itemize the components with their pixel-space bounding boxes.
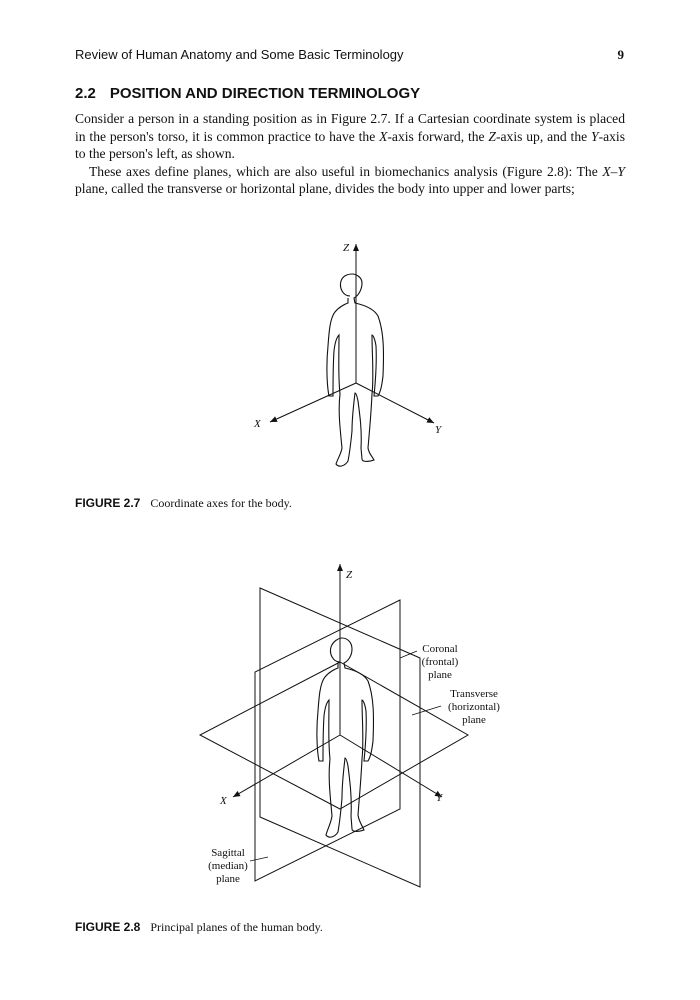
- p1-x: X: [379, 128, 388, 144]
- transverse-leader: [412, 706, 441, 715]
- z-axis-label-2: Z: [346, 569, 353, 581]
- p1-y: Y: [591, 128, 599, 144]
- figure-2-7-caption: [75, 496, 292, 511]
- z-axis-label: Z: [343, 242, 350, 254]
- figure-2-8-label: FIGURE 2.8: [75, 920, 141, 934]
- sagittal-label-1: Sagittal: [211, 847, 245, 859]
- coronal-label-2: (frontal): [421, 656, 459, 668]
- transverse-label-1: Transverse: [450, 688, 498, 700]
- y-axis-label: Y: [435, 424, 442, 436]
- x-axis-2: [233, 735, 340, 797]
- figure-2-7-drawing: [0, 236, 700, 476]
- body-silhouette: [327, 274, 384, 466]
- p1-text-c: -axis up, and the: [495, 128, 591, 144]
- figure-2-7-caption-text: Coordinate axes for the body.: [150, 496, 292, 510]
- p1-text-b: -axis forward, the: [387, 128, 489, 144]
- transverse-plane: [200, 662, 468, 809]
- coronal-label-1: Coronal: [422, 643, 458, 655]
- paragraph-2: [75, 163, 625, 198]
- section-title: POSITION AND DIRECTION TERMINOLOGY: [109, 85, 421, 102]
- figure-2-8-caption: [75, 920, 323, 935]
- sagittal-leader: [250, 857, 268, 861]
- figure-2-8-drawing: [0, 560, 700, 905]
- p2-text-b: plane, called the transverse or horizontal plane, divides the body into upper and lower parts;: [75, 181, 575, 196]
- p1-z: Z: [488, 128, 496, 144]
- p2-xy: X–Y: [602, 163, 625, 179]
- coronal-plane: [255, 600, 400, 881]
- section-heading: [75, 85, 420, 102]
- p2-text-a: These axes define planes, which are also useful in biomechanics analysis (Figure 2.8): The: [89, 163, 603, 179]
- x-axis-label: X: [254, 418, 261, 430]
- paragraph-1: [75, 110, 625, 163]
- coronal-label-3: plane: [428, 669, 452, 681]
- page-number: 9: [617, 47, 624, 62]
- figure-2-7-label: FIGURE 2.7: [75, 496, 141, 510]
- running-head: Review of Human Anatomy and Some Basic Terminology: [75, 47, 404, 62]
- transverse-label-2: (horizontal): [448, 701, 500, 713]
- p1-text-a: Consider a person in a standing position as in Figure 2.7. If a Cartesian coordinate system is placed in the person's torso, it is common practice to have the: [75, 111, 625, 144]
- transverse-label-3: plane: [462, 714, 486, 726]
- figure-2-8: [0, 560, 700, 905]
- section-number: 2.2: [75, 85, 96, 102]
- figure-2-8-caption-text: Principal planes of the human body.: [150, 920, 323, 934]
- y-axis: [356, 383, 434, 423]
- sagittal-label-3: plane: [216, 873, 240, 885]
- body-text: [75, 110, 625, 198]
- body-silhouette-2: [317, 638, 374, 837]
- figure-2-7: [0, 236, 700, 476]
- y-axis-2: [340, 735, 442, 797]
- coronal-leader: [400, 651, 417, 658]
- y-axis-label-2: Y: [436, 792, 443, 804]
- x-axis-label-2: X: [220, 795, 227, 807]
- sagittal-label-2: (median): [208, 860, 248, 872]
- p1-text-d: -axis to the person's left, as shown.: [75, 128, 625, 161]
- x-axis: [270, 383, 356, 422]
